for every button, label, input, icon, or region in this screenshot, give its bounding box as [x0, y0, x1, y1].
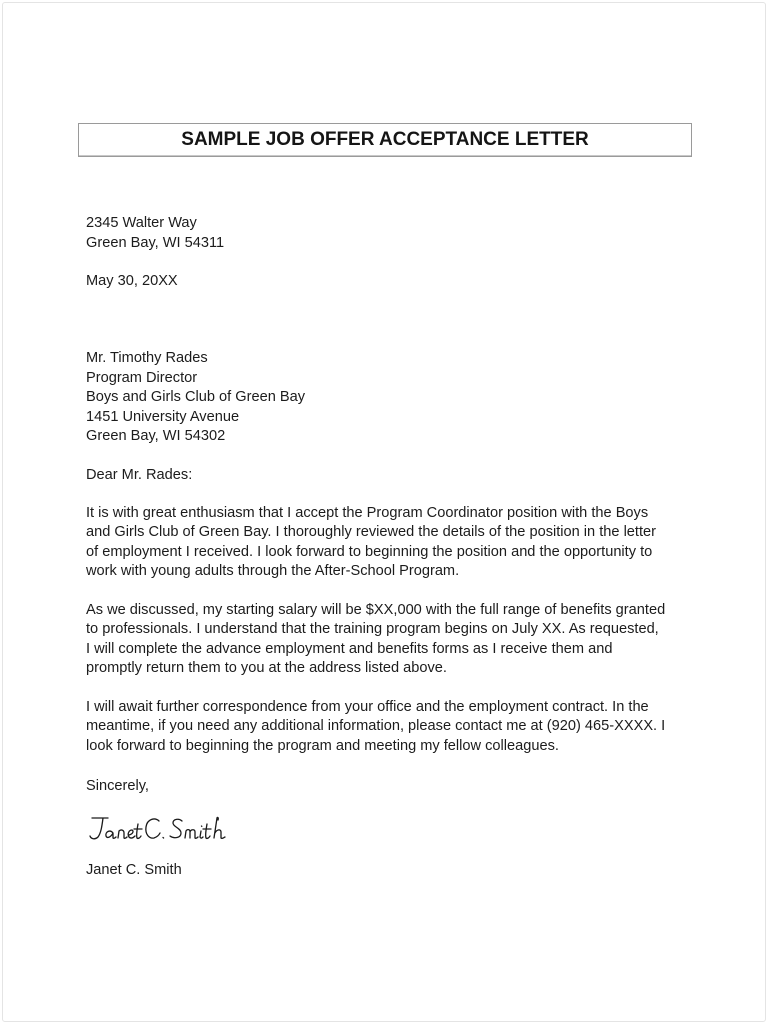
recipient-organization: Boys and Girls Club of Green Bay — [86, 389, 306, 405]
handwritten-signature — [86, 812, 256, 846]
letter-date: May 30, 20XX — [86, 273, 178, 289]
paragraph-line: and Girls Club of Green Bay. I thoroughly reviewed the details of the position in the letter — [86, 524, 657, 541]
salutation: Dear Mr. Rades: — [86, 467, 193, 483]
paragraph-line: meantime, if you need any additional information, please contact me at (920) 465-XXXX. I — [86, 718, 666, 735]
paragraph-line: I will await further correspondence from your office and the employment contract. In the — [86, 699, 649, 715]
sender-address — [86, 214, 224, 253]
signer-name: Janet C. Smith — [86, 862, 182, 878]
paragraph-line: look forward to beginning the program and meeting my fellow colleagues. — [86, 737, 559, 754]
paragraph-line: to professionals. I understand that the training program begins on July XX. As requested, — [86, 621, 659, 638]
closing-block — [86, 777, 149, 797]
paragraph-line: work with young adults through the After-School Program. — [86, 562, 460, 579]
letter-date-block — [86, 272, 178, 292]
recipient-title: Program Director — [86, 369, 198, 386]
signer-block — [86, 861, 182, 881]
paragraph-line: promptly return them to you at the address listed above. — [86, 659, 447, 676]
paragraph-line: I will complete the advance employment and benefits forms as I receive them and — [86, 640, 613, 657]
recipient-city: Green Bay, WI 54302 — [86, 428, 226, 444]
sender-street: 2345 Walter Way — [86, 215, 197, 231]
document-title: SAMPLE JOB OFFER ACCEPTANCE LETTER — [181, 129, 589, 150]
closing: Sincerely, — [86, 778, 149, 794]
recipient-street: 1451 University Avenue — [86, 408, 240, 425]
recipient-address — [86, 349, 305, 447]
paragraph-line: It is with great enthusiasm that I accept the Program Coordinator position with the Boys — [86, 505, 649, 521]
salutation-block — [86, 466, 192, 486]
sender-city: Green Bay, WI 54311 — [86, 234, 225, 251]
body-paragraph-2 — [86, 601, 696, 678]
body-paragraph-3 — [86, 698, 696, 756]
paragraph-line: As we discussed, my starting salary will be $XX,000 with the full range of benefits granted — [86, 602, 666, 618]
title-box — [78, 123, 692, 157]
body-paragraph-1 — [86, 504, 696, 581]
recipient-name: Mr. Timothy Rades — [86, 350, 208, 366]
paragraph-line: of employment I received. I look forward to beginning the position and the opportunity to — [86, 543, 653, 560]
